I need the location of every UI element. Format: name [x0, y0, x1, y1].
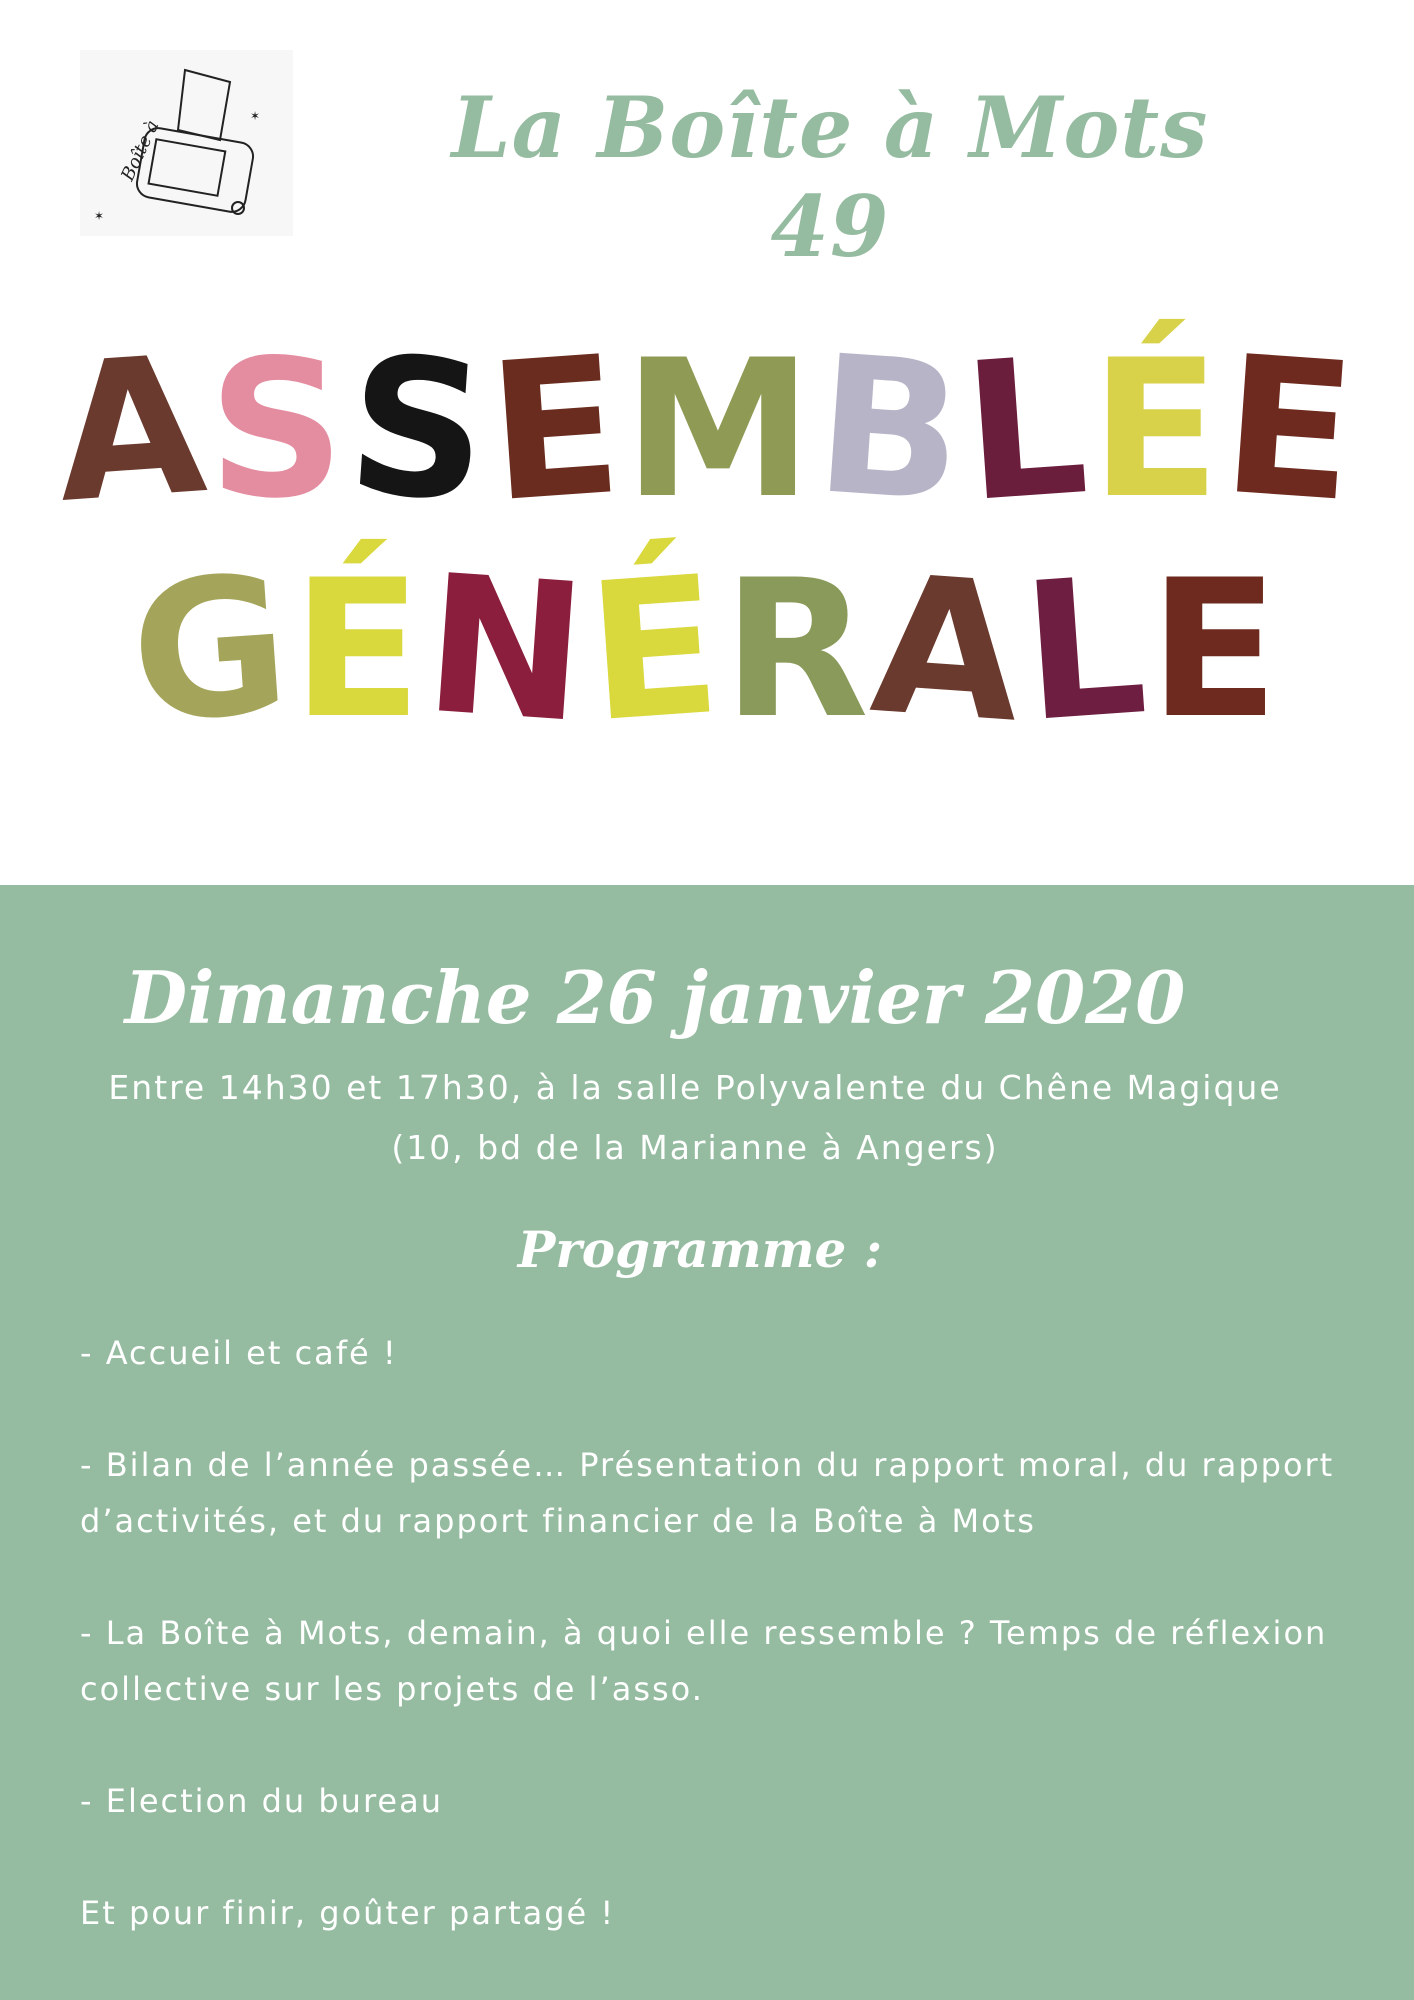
banner-letter: É [1090, 319, 1225, 540]
banner-letter: É [292, 539, 426, 760]
svg-text:Boîte à: Boîte à [117, 117, 164, 185]
event-info-panel [0, 885, 1414, 2000]
banner-letter: É [581, 534, 731, 765]
banner-letter: B [809, 314, 973, 545]
banner-letter: M [623, 319, 817, 540]
programme-heading: Programme : [517, 1220, 883, 1279]
banner-letter: E [1216, 314, 1366, 545]
programme-item: - Accueil et café ! [80, 1334, 398, 1372]
programme-item: Et pour finir, goûter partagé ! [80, 1894, 616, 1932]
banner-letter: R [722, 539, 873, 760]
banner-letter: L [1016, 534, 1157, 765]
banner-line-generale [124, 533, 1283, 766]
programme-item: - La Boîte à Mots, demain, à quoi elle ressemble ? Temps de réflexion collective sur les projets de l’asso. [80, 1614, 1328, 1708]
banner-letter: A [865, 534, 1032, 766]
banner-letter: L [957, 314, 1098, 545]
banner-letter: E [1149, 539, 1283, 760]
event-time-place: Entre 14h30 et 17h30, à la salle Polyvalente du Chêne Magique [108, 1068, 1282, 1107]
programme-item: - Election du bureau [80, 1782, 443, 1820]
banner-letter: G [124, 533, 300, 766]
assemblee-generale-banner [49, 314, 1366, 780]
banner-letter: A [49, 314, 216, 546]
event-address: (10, bd de la Marianne à Angers) [391, 1128, 999, 1167]
programme-item: - Bilan de l’année passée… Présentation du rapport moral, du rapport d’activités, et du rapport financier de la Boîte à Mots [80, 1446, 1335, 1540]
banner-letter: E [482, 314, 631, 545]
banner-letter: S [341, 314, 498, 545]
logo-ballot-box [80, 50, 293, 236]
svg-text:✶: ✶ [94, 209, 105, 223]
banner-letter: S [208, 319, 349, 540]
association-title: La Boîte à Mots 49 [451, 78, 1209, 276]
banner-letter: N [418, 533, 597, 766]
event-date: Dimanche 26 janvier 2020 [124, 955, 1186, 1040]
banner-line-assemblee [49, 314, 1366, 546]
svg-text:✶: ✶ [250, 109, 261, 123]
programme-list [80, 1325, 1340, 1997]
